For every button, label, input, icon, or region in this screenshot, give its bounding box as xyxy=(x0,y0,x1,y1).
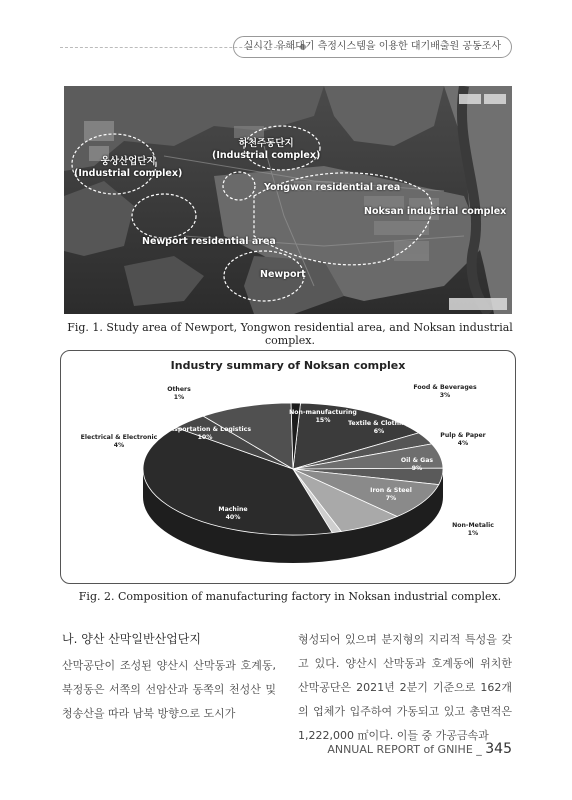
map-label-left-complex xyxy=(74,156,182,180)
page-footer xyxy=(327,741,512,757)
map-label-newport: Newport xyxy=(260,269,306,280)
pie-value-label: 9% xyxy=(411,465,423,472)
industry-pie-chart xyxy=(61,351,515,583)
map-label-newport-residential: Newport residential area xyxy=(142,236,276,247)
pie-value-label: 1% xyxy=(467,530,479,537)
pie-label: Transportation & Logistics xyxy=(158,426,252,433)
pie-value-label: 4% xyxy=(113,442,125,449)
pie-label: Iron & Steel xyxy=(370,487,412,494)
pie-label: Electrical & Electronic xyxy=(80,434,158,441)
pie-value-label: 10% xyxy=(197,434,213,441)
industry-pie-chart-panel xyxy=(60,350,516,584)
pie-label: Non-Metalic xyxy=(452,522,494,529)
map-label-hacheon-en: (Industrial complex) xyxy=(212,150,321,161)
pie-value-label: 3% xyxy=(439,392,451,399)
pie-label: Food & Beverages xyxy=(413,384,477,391)
pie-value-label: 15% xyxy=(315,417,331,424)
pie-value-label: 40% xyxy=(225,514,241,521)
body-text-left-column: 산막공단이 조성된 양산시 산막동과 호계동, 북정동은 서쪽의 선암산과 동쪽의 천성산 및 청송산을 따라 남북 방향으로 도시가 xyxy=(62,659,276,720)
figure-1-caption: Fig. 1. Study area of Newport, Yongwon residential area, and Noksan industrial complex. xyxy=(67,321,513,347)
map-label-hacheon xyxy=(212,138,320,162)
pie-label: Oil & Gas xyxy=(400,457,434,464)
section-heading: 나. 양산 산막일반산업단지 xyxy=(62,632,201,646)
pie-label: Non-manufacturing xyxy=(289,409,357,416)
body-text-right-column: 형성되어 있으며 분지형의 지리적 특성을 갖고 있다. 양산시 산막동과 호계동에 위치한 산막공단은 2021년 2분기 기준으로 162개의 업체가 입주하여 가동되고 있고 총면적은 1,222,000 ㎡이다. 이들 중 가공금속과 xyxy=(298,633,512,742)
header-title: 실시간 유해대기 측정시스템을 이용한 대기배출원 공동조사 xyxy=(233,36,512,58)
pie-value-label: 7% xyxy=(385,495,397,502)
pie-value-label: 4% xyxy=(457,440,469,447)
pie-label: Textile & Clothing xyxy=(348,420,410,427)
study-area-map xyxy=(64,86,512,314)
pie-label: Others xyxy=(167,386,191,393)
map-label-hacheon-name: 하천주동단지 xyxy=(238,138,294,149)
map-label-left-complex-name: 웅상산업단지 xyxy=(100,156,156,167)
figure-2-caption: Fig. 2. Composition of manufacturing factory in Noksan industrial complex. xyxy=(78,590,502,603)
pie-value-label: 6% xyxy=(373,428,385,435)
pie-label: Pulp & Paper xyxy=(440,432,486,439)
running-header xyxy=(60,36,512,58)
footer-label: ANNUAL REPORT of GNIHE _ xyxy=(327,743,486,756)
map-label-left-complex-en: (Industrial complex) xyxy=(74,168,183,179)
page-number: 345 xyxy=(485,741,512,757)
map-label-yongwon: Yongwon residential area xyxy=(264,182,401,193)
pie-label: Machine xyxy=(218,506,248,513)
pie-value-label: 1% xyxy=(173,394,185,401)
chart-title: Industry summary of Noksan complex xyxy=(170,359,406,372)
map-label-noksan: Noksan industrial complex xyxy=(364,206,507,217)
